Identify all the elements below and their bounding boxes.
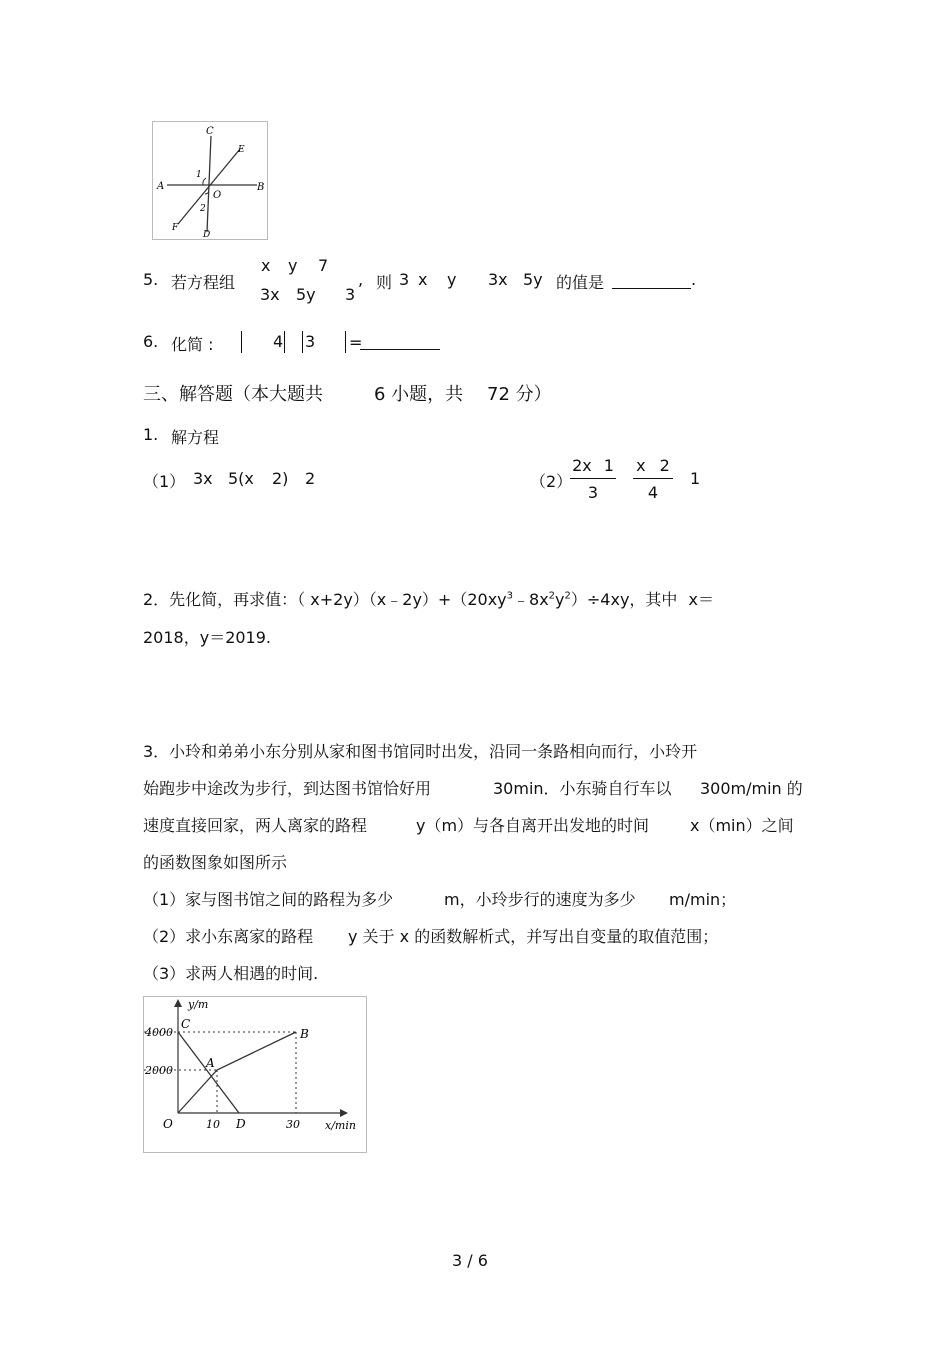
q5-period: .	[691, 270, 697, 289]
q5-tail: 的值是	[556, 273, 605, 292]
q5-sys-r2-5y: 5y	[296, 285, 316, 304]
frac1-den: 3	[587, 483, 599, 502]
x-tick-30: 30	[286, 1118, 300, 1131]
x-axis-label: x/min	[325, 1119, 356, 1132]
y-tick-2000: 2000	[145, 1064, 173, 1077]
p1-part2-rhs: 1	[690, 469, 701, 488]
frac2-den: 4	[647, 483, 659, 502]
p2-line-2: 2018，y＝2019.	[143, 628, 271, 647]
abs-bar-right-1	[284, 331, 285, 353]
p2-line-1	[143, 587, 714, 610]
p2-sup-1: 3	[506, 590, 514, 602]
p3-line-2c: 300m/min 的	[700, 779, 803, 798]
q6-expr-4: 4	[273, 332, 284, 351]
q5-expr-3: 3	[399, 270, 410, 289]
x-axis-arrow	[340, 1109, 348, 1117]
p2-text-e: ）÷4xy，其中	[570, 590, 678, 609]
abs-bar-left-2	[302, 331, 303, 353]
graph-svg	[144, 997, 366, 1152]
angle-1-arc	[203, 178, 206, 185]
q5-number: 5.	[143, 270, 159, 289]
q5-expr-x: x	[418, 270, 428, 289]
frac1-num-b: 1	[603, 456, 614, 475]
p3-sub1-c: m/min；	[669, 890, 737, 909]
q5-sys-r1-c: 7	[318, 256, 329, 275]
point-b: B	[300, 1027, 309, 1041]
p3-sub2-b: y 关于 x 的函数解析式，并写出自变量的取值范围；	[348, 927, 719, 946]
p2-text-a: 2．先化简，再求值：（	[143, 590, 306, 609]
x-tick-10: 10	[206, 1118, 220, 1131]
label-b: B	[257, 182, 265, 193]
point-o: O	[163, 1117, 173, 1131]
p3-line-4: 的函数图象如图所示	[143, 853, 288, 872]
p3-line-2b: 30min．小东骑自行车以	[493, 779, 672, 798]
p3-line-3a: 速度直接回家，两人离家的路程	[143, 816, 368, 835]
p3-line-1: 3．小玲和弟弟小东分别从家和图书馆同时出发，沿同一条路相向而行，小玲开	[143, 742, 698, 761]
q5-expr-3x: 3x	[488, 270, 508, 289]
y-axis-arrow	[174, 999, 182, 1007]
y-axis-label: y/m	[188, 998, 209, 1011]
section-title-a: 三、解答题（本大题共	[143, 384, 323, 405]
label-c: C	[206, 126, 214, 137]
series-xiaoling	[178, 1032, 296, 1113]
q5-sys-r2-3x: 3x	[260, 285, 280, 304]
q5-sys-r1-y: y	[288, 256, 298, 275]
q5-expr-5y: 5y	[523, 270, 543, 289]
line-ef	[178, 149, 240, 224]
q6-answer-blank[interactable]	[360, 333, 440, 350]
q5-text: 若方程组	[171, 273, 236, 292]
label-angle-2: 2	[200, 204, 206, 214]
q6-expr-3: 3	[305, 332, 316, 351]
p1-part1-rhs: 2	[305, 469, 316, 488]
q5-sys-r2-c: 3	[345, 285, 356, 304]
p2-text-f: x＝	[688, 590, 714, 609]
page-number: 3 / 6	[452, 1251, 488, 1270]
figure-distance-time-graph	[143, 996, 367, 1153]
y-tick-4000: 4000	[145, 1026, 173, 1039]
series-xiaodong	[178, 1032, 239, 1113]
frac2-num-b: 2	[659, 456, 670, 475]
q6-text: 化简 :	[171, 335, 214, 354]
figure-intersecting-lines	[152, 121, 268, 240]
section-title-b: 6 小题，共	[374, 384, 464, 405]
frac2-num-a: x	[636, 456, 646, 475]
p3-sub3: （3）求两人相遇的时间.	[143, 964, 319, 983]
figure-lines-svg	[153, 122, 267, 239]
abs-bar-left-1	[241, 331, 242, 353]
q5-then: 则	[376, 273, 393, 292]
p2-sup-2: 2	[548, 590, 556, 602]
q5-answer-blank[interactable]	[612, 272, 691, 289]
p3-sub1-a: （1）家与图书馆之间的路程为多少	[143, 890, 394, 909]
p3-line-3c: x（min）之间	[690, 816, 794, 835]
p1-part1-3x: 3x	[193, 469, 213, 488]
frac1-num-a: 2x	[572, 456, 592, 475]
section-title-c: 72 分）	[487, 384, 552, 405]
q6-number: 6.	[143, 332, 159, 351]
p1-part1-2paren: 2)	[272, 469, 289, 488]
q5-expr-y: y	[447, 270, 457, 289]
p2-sup-3: 2	[564, 590, 571, 602]
point-d: D	[236, 1117, 246, 1131]
q5-comma: ,	[358, 270, 364, 289]
label-d: D	[203, 230, 211, 239]
p1-text: 解方程	[171, 428, 220, 447]
q6-equals: =	[349, 333, 363, 352]
abs-bar-right-2	[345, 331, 346, 353]
p3-line-2a: 始跑步中途改为步行，到达图书馆恰好用	[143, 779, 432, 798]
p1-part2-label: （2）	[530, 472, 573, 491]
p1-part2-fraction-2	[633, 456, 673, 502]
point-a: A	[206, 1056, 215, 1070]
p2-text-b: x+2y）（x﹣2y）+（20xy	[310, 590, 507, 609]
q5-sys-r1-x: x	[261, 256, 271, 275]
p2-text-d: y	[555, 590, 565, 609]
p3-sub2-a: （2）求小东离家的路程	[143, 927, 314, 946]
p1-part2-fraction-1	[570, 456, 616, 502]
label-e: E	[238, 145, 245, 155]
p2-text-c: ﹣8x	[513, 590, 549, 609]
p1-part1-label: （1）	[143, 472, 186, 491]
p1-number: 1.	[143, 425, 159, 444]
p3-sub1-b: m，小玲步行的速度为多少	[444, 890, 636, 909]
label-o: O	[213, 190, 222, 201]
label-angle-1: 1	[196, 170, 202, 180]
label-f: F	[172, 223, 179, 233]
p3-line-3b: y（m）与各自离开出发地的时间	[416, 816, 650, 835]
point-c: C	[181, 1017, 191, 1031]
p1-part1-5x: 5(x	[228, 469, 254, 488]
label-a: A	[157, 181, 165, 192]
